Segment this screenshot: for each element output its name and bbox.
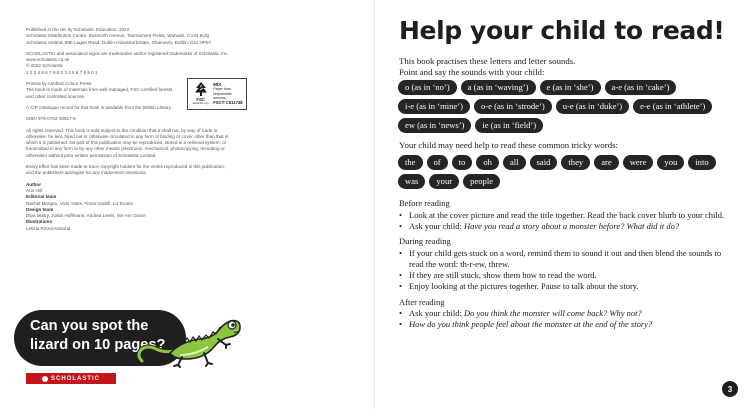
intro-line1: This book practises these letters and letter sounds. [399, 56, 576, 66]
imprint-line: © 2022 Scholastic [26, 63, 64, 69]
sound-pill: u-e (as in ‘duke’) [556, 99, 629, 114]
tricky-words-label: Your child may need help to read these common tricky words: [399, 140, 618, 150]
before-reading-list [399, 210, 729, 232]
editorial-names: Rachel Morgan, Vicki Yates, Fiona Undrill, Liz Evans [26, 200, 133, 206]
reading-guide-page [375, 0, 750, 409]
fsc-line2: responsible sources [213, 91, 232, 101]
illustrations-heading: Illustrations [26, 219, 53, 225]
fsc-logo [187, 78, 247, 110]
scholastic-logo [26, 373, 116, 384]
during-reading-list [399, 248, 729, 292]
rights-line: otherwise) without prior written permission of Scholastic Limited. [26, 152, 157, 158]
word-pill: all [503, 155, 526, 170]
imprint-line: www.scholastic.co.uk [26, 57, 70, 63]
imprint-page [0, 0, 374, 409]
imprint-line: Published in the UK by Scholastic Education, 2022 [26, 27, 130, 32]
reading-guide [399, 198, 729, 331]
lizard-prompt-line1: Can you spot the [30, 318, 149, 334]
word-pill: to [452, 155, 473, 170]
sound-pill: o (as in ‘no’) [398, 80, 457, 95]
list-item-question: How do you think people feel about the monster at the end of the story? [409, 319, 653, 330]
design-heading: Design team [26, 206, 54, 212]
imprint-line: Scholastic Distribution Centre, Bosworth Avenue, Tournament Fields, Warwick, CV34 6UQ [26, 33, 210, 39]
list-item: • Look at the cover picture and read the title together. Read the back cover blurb to your child. [399, 209, 725, 220]
sound-pill: i-e (as in ‘mine’) [398, 99, 470, 114]
sound-pill: e (as in ‘she’) [540, 80, 601, 95]
list-item-lead: Ask your child: [409, 308, 465, 319]
lizard-icon [134, 305, 244, 369]
word-pill: your [429, 174, 459, 189]
sound-pill: e-e (as in ‘athlete’) [633, 99, 712, 114]
intro-text [399, 56, 729, 78]
rights-line: transmitted in any form or by any other means (electronic, mechanical, photocopying, recording or [26, 146, 225, 152]
word-pill: of [427, 155, 448, 170]
word-pill: oh [476, 155, 499, 170]
sound-pill: a-e (as in ‘cake’) [605, 80, 677, 95]
letter-sounds-list [398, 80, 733, 133]
sound-pill: a (as in ‘waving’) [461, 80, 536, 95]
sound-pill: ie (as in ‘field’) [475, 118, 543, 133]
fsc-tree-icon [190, 81, 211, 107]
before-reading-heading: Before reading [399, 198, 450, 208]
word-pill: the [398, 155, 423, 170]
list-item: • Enjoy looking at the pictures together. Pause to talk about the story. [399, 280, 639, 291]
list-item: • Ask your child: Have you read a story about a monster before? What did it do? [399, 220, 680, 231]
list-item-text: If your child gets stuck on a word, remind them to sound it out and then blend the sounds to read the word: th-r-ew, threw. [409, 247, 722, 269]
word-pill: were [623, 155, 654, 170]
imprint-line: and other controlled sources. [26, 93, 86, 99]
imprint-line: SCHOLASTIC and associated logos are trademarks and/or registered trademarks of Scholastic Inc. [26, 50, 229, 56]
fsc-site: www.fsc.org [192, 101, 209, 105]
effort-line: Every effort has been made to trace copyright holders for the works reproduced in this publication, [26, 164, 226, 170]
sound-pill: ew (as in ‘news’) [398, 118, 471, 133]
imprint-line: Printed by Ashford Colour Press [26, 81, 92, 87]
page-title: Help your child to read! [399, 16, 725, 45]
page-number: 3 [722, 381, 738, 397]
imprint-text [26, 27, 276, 232]
intro-line2: Point and say the sounds with your child: [399, 66, 545, 77]
scholastic-logo-text: SCHOLASTIC [51, 375, 100, 382]
illustrations-names: Letizia Rizzo/Astound [26, 225, 71, 231]
fsc-text [213, 83, 244, 105]
tricky-words-list [398, 155, 733, 189]
word-pill: people [463, 174, 500, 189]
lizard-prompt-line2: lizard on 10 pages? [30, 337, 166, 353]
lizard-banner [14, 305, 241, 369]
fsc-line1: Paper from [213, 87, 231, 92]
list-item-text: Enjoy looking at the pictures together. Pause to talk about the story. [409, 280, 639, 291]
after-reading-list [399, 308, 729, 330]
list-item: • If your child gets stuck on a word, remind them to sound it out and then blend the sounds to read the word: th-r-ew, threw. [399, 247, 722, 269]
author-heading: Author [26, 181, 42, 187]
author-name: Ann Hill [26, 187, 42, 193]
effort-line: and the publishers apologise for any inadvertent omissions. [26, 170, 147, 176]
rights-line: All rights reserved. This book is sold subject to the condition that it shall not, by way of trade or [26, 127, 218, 133]
word-pill: they [561, 155, 590, 170]
list-item-question: Do you think the monster will come back? Why not? [464, 308, 642, 319]
list-item: • Ask your child: Do you think the monster will come back? Why not? [399, 308, 642, 319]
list-item-text: Look at the cover picture and read the title together. Read the back cover blurb to your child. [409, 209, 725, 220]
list-item-text: If they are still stuck, show them how to read the word. [409, 269, 597, 280]
editorial-heading: Editorial team [26, 194, 57, 200]
word-pill: into [688, 155, 715, 170]
isbn-line: ISBN 978-0702-30917-5 [26, 116, 76, 122]
word-pill: you [657, 155, 684, 170]
word-pill: said [530, 155, 558, 170]
word-pill: are [594, 155, 619, 170]
list-item-lead: Ask your child: [409, 220, 465, 231]
list-item: • If they are still stuck, show them how to read the word. [399, 269, 597, 280]
cip-line: A CIP catalogue record for this book is available from the British Library. [26, 104, 172, 110]
sound-pill: o-e (as in ‘strode’) [474, 99, 552, 114]
word-pill: was [398, 174, 425, 189]
fsc-code: FSC® C011748 [213, 99, 243, 105]
imprint-line: Scholastic Ireland, 89E Lagan Road, Dublin Industrial Estate, Glasnevin, Dublin, D11 HP07 [26, 39, 212, 45]
after-reading-heading: After reading [399, 296, 445, 307]
scholastic-logo-mark [42, 376, 48, 382]
list-item: • How do you think people feel about the monster at the end of the story? [399, 319, 653, 330]
fsc-tree-label: FSC [196, 97, 205, 102]
rights-line: otherwise, be lent, hired out or otherwise circulated in any form of binding or cover other than that in [26, 133, 229, 139]
imprint-line: The book is made of materials from well-managed, FSC-certified forests [26, 87, 173, 93]
imprint-line: 1 2 3 4 5 6 7 8 9 2 3 4 5 6 7 8 9 0 1 [26, 69, 98, 75]
rights-line: which it is published. No part of this publication may be reproduced, stored in a retrieval system, or [26, 140, 227, 146]
list-item-question: Have you read a story about a monster before? What did it do? [464, 220, 680, 231]
during-reading-heading: During reading [399, 236, 451, 247]
design-names: Dipa Mistry, Justin Hoffmann, Andrea Lewis, We Are Grace [26, 213, 146, 219]
fsc-mix: MIX [213, 81, 222, 87]
